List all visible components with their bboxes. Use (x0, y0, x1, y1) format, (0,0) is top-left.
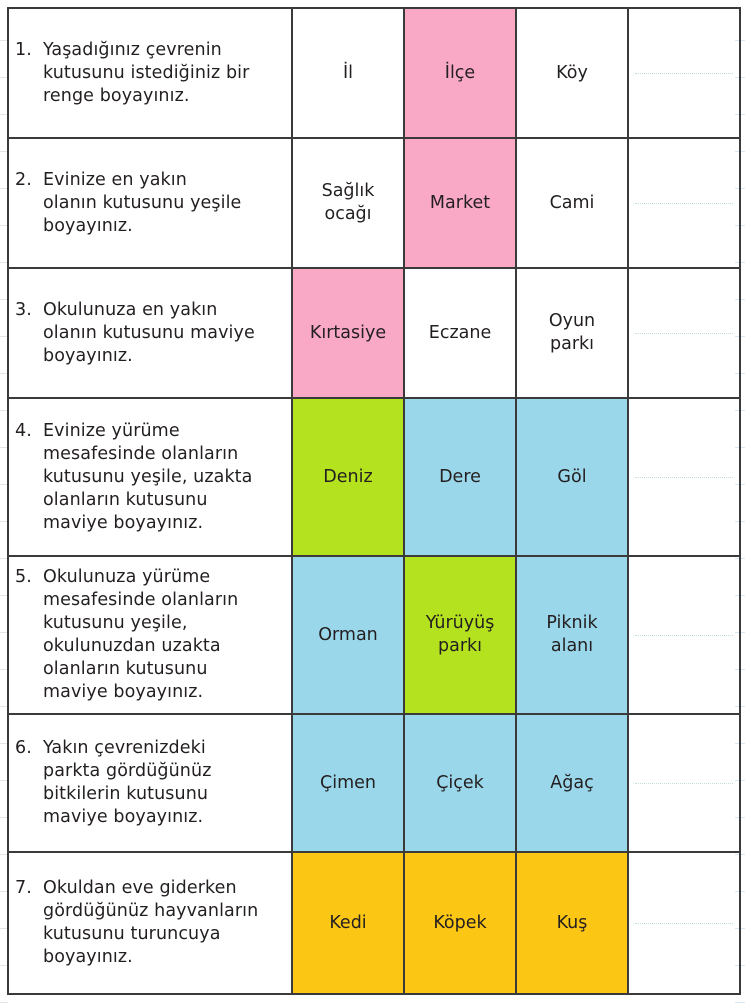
answer-blank-cell[interactable] (628, 138, 740, 268)
answer-blank-cell[interactable] (628, 398, 740, 556)
question-text: Evinize en yakın olanın kutusunu yeşile boyayınız. (43, 169, 242, 236)
question-text: Okulunuza yürüme mesafesinde olanların kutusunu yeşile, okulunuzdan uzakta olanların kutusunu maviye boyayınız. (43, 567, 239, 702)
option-box[interactable]: Deniz (292, 398, 404, 556)
question-text: Yaşadığınız çevrenin kutusunu istediğiniz bir renge boyayınız. (43, 39, 250, 106)
option-box[interactable]: Piknik alanı (516, 556, 628, 714)
option-box[interactable]: Göl (516, 398, 628, 556)
worksheet-table (7, 7, 741, 995)
option-box[interactable]: Oyun parkı (516, 268, 628, 398)
dotted-answer-line (635, 923, 733, 924)
option-box[interactable]: Köpek (404, 852, 516, 994)
option-box[interactable]: Eczane (404, 268, 516, 398)
question-number: 6. (15, 738, 32, 758)
question-cell (8, 398, 292, 556)
answer-blank-cell[interactable] (628, 268, 740, 398)
question-cell (8, 268, 292, 398)
dotted-answer-line (635, 73, 733, 74)
question-row (8, 8, 740, 138)
question-number: 2. (15, 169, 32, 190)
question-row (8, 556, 740, 714)
question-row (8, 138, 740, 268)
option-box[interactable]: İl (292, 8, 404, 138)
option-box[interactable]: Cami (516, 138, 628, 268)
answer-blank-cell[interactable] (628, 556, 740, 714)
option-box[interactable]: Ağaç (516, 714, 628, 852)
question-cell (8, 556, 292, 714)
option-box[interactable]: Kırtasiye (292, 268, 404, 398)
question-cell (8, 8, 292, 138)
dotted-answer-line (635, 635, 733, 636)
option-box[interactable]: İlçe (404, 8, 516, 138)
option-box[interactable]: Yürüyüş parkı (404, 556, 516, 714)
question-text: Evinize yürüme mesafesinde olanların kutusunu yeşile, uzakta olanların kutusunu maviye boyayınız. (43, 420, 253, 533)
question-number: 4. (15, 420, 32, 441)
answer-blank-cell[interactable] (628, 714, 740, 852)
option-box[interactable]: Kuş (516, 852, 628, 994)
question-number: 5. (15, 567, 32, 587)
dotted-answer-line (635, 477, 733, 478)
question-row (8, 852, 740, 994)
question-number: 7. (15, 878, 32, 898)
answer-blank-cell[interactable] (628, 852, 740, 994)
answer-blank-cell[interactable] (628, 8, 740, 138)
option-box[interactable]: Market (404, 138, 516, 268)
dotted-answer-line (635, 783, 733, 784)
option-box[interactable]: Kedi (292, 852, 404, 994)
dotted-answer-line (635, 333, 733, 334)
option-box[interactable]: Köy (516, 8, 628, 138)
question-number: 1. (15, 39, 32, 60)
question-cell (8, 138, 292, 268)
option-box[interactable]: Orman (292, 556, 404, 714)
question-text: Okuldan eve giderken gördüğünüz hayvanların kutusunu turuncuya boyayınız. (43, 878, 259, 967)
question-row (8, 398, 740, 556)
option-box[interactable]: Dere (404, 398, 516, 556)
question-cell (8, 852, 292, 994)
question-text: Yakın çevrenizdeki parkta gördüğünüz bitkilerin kutusunu maviye boyayınız. (43, 738, 212, 827)
option-box[interactable]: Sağlık ocağı (292, 138, 404, 268)
option-box[interactable]: Çimen (292, 714, 404, 852)
option-box[interactable]: Çiçek (404, 714, 516, 852)
dotted-answer-line (635, 203, 733, 204)
question-row (8, 714, 740, 852)
question-row (8, 268, 740, 398)
question-number: 3. (15, 299, 32, 320)
question-text: Okulunuza en yakın olanın kutusunu maviye boyayınız. (43, 299, 255, 366)
question-cell (8, 714, 292, 852)
